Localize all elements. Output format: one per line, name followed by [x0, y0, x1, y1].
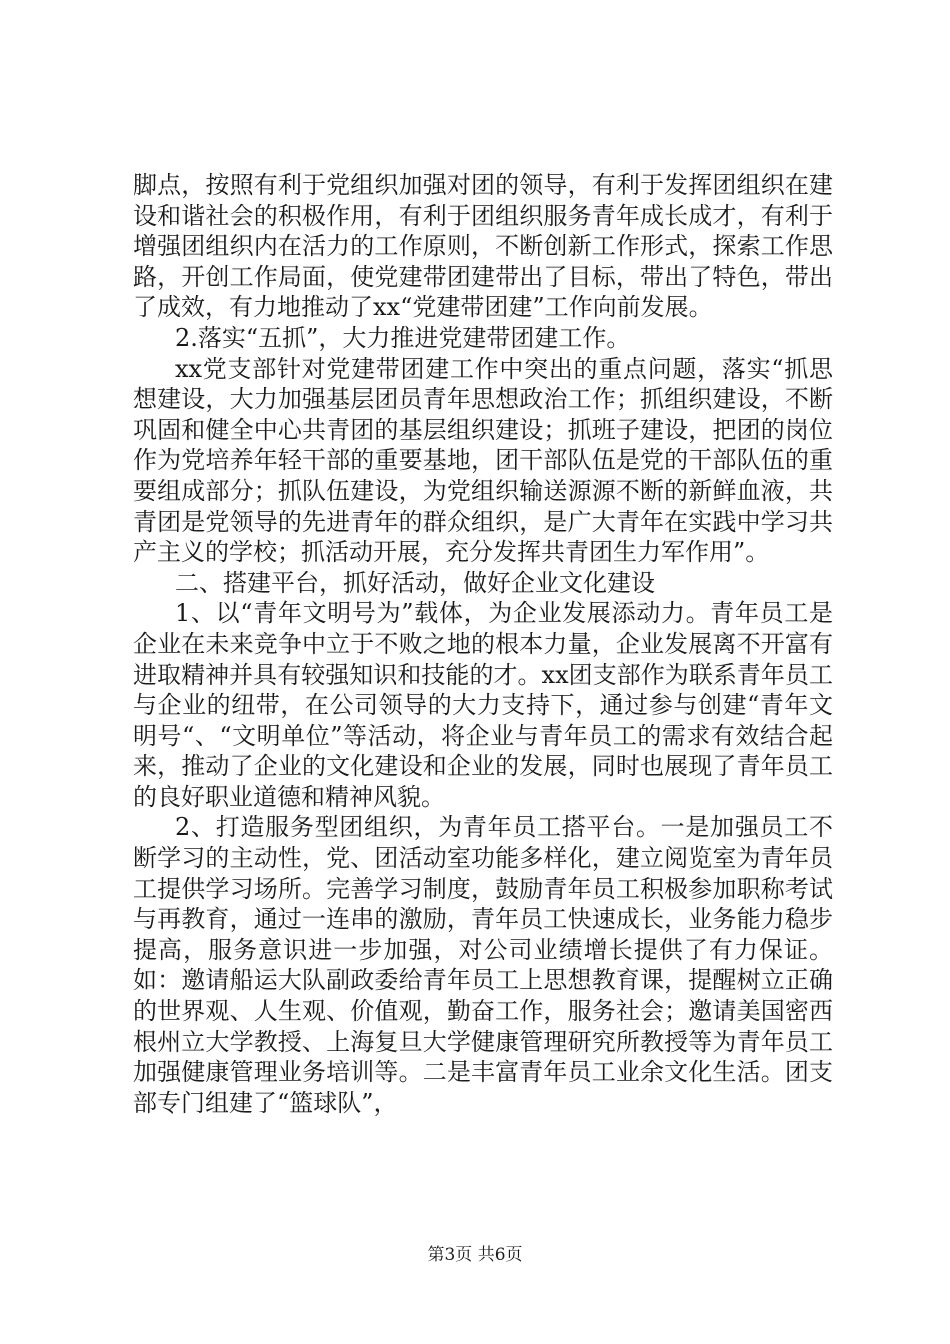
page-number-footer: 第3页 共6页 [427, 1245, 523, 1265]
paragraph-youth-civilization: 1、以“青年文明号为”载体，为企业发展添动力。青年员工是企业在未来竞争中立于不败之地的根本力量，企业发展离不开富有进取精神并具有较强知识和技能的才。xx团支部作为联系青年员工与企业的纽带，在公司领导的大力支持下，通过参与创建“青年文明号“、“文明单位”等活动，将企业与青年员工的需求有效结合起来，推动了企业的文化建设和企业的发展，同时也展现了青年员工的良好职业道德和精神风貌。 [133, 599, 833, 811]
paragraph-party-branch: xx党支部针对党建带团建工作中突出的重点问题，落实“抓思想建设，大力加强基层团员青年思想政治工作；抓组织建设，不断巩固和健全中心共青团的基层组织建设；抓班子建设，把团的岗位作为党培养年轻干部的重要基地，团干部队伍是党的干部队伍的重要组成部分；抓队伍建设，为党组织输送源源不断的新鲜血液，共青团是党领导的先进青年的群众组织，是广大青年在实践中学习共产主义的学校；抓活动开展，充分发挥共青团生力军作用”。 [133, 354, 833, 567]
document-body [133, 170, 833, 1118]
section-heading-platform: 二、搭建平台，抓好活动，做好企业文化建设 [175, 568, 655, 597]
paragraph-intro-continuation: 脚点，按照有利于党组织加强对团的领导，有利于发挥团组织在建设和谐社会的积极作用，有利于团组织服务青年成长成才，有利于增强团组织内在活力的工作原则，不断创新工作形式，探索工作思路，开创工作局面，使党建带团建带出了目标，带出了特色，带出了成效，有力地推动了xx“党建带团建”工作向前发展。 [133, 171, 833, 322]
paragraph-service-organization: 2、打造服务型团组织，为青年员工搭平台。一是加强员工不断学习的主动性，党、团活动室功能多样化，建立阅览室为青年员工提供学习场所。完善学习制度，鼓励青年员工积极参加职称考试与再教育，通过一连串的激励，青年员工快速成长，业务能力稳步提高，服务意识进一步加强，对公司业绩增长提供了有力保证。如：邀请船运大队副政委给青年员工上思想教育课，提醒树立正确的世界观、人生观、价值观，勤奋工作，服务社会；邀请美国密西根州立大学教授、上海复旦大学健康管理研究所教授等为青年员工加强健康管理业务培训等。二是丰富青年员工业余文化生活。团支部专门组建了“篮球队”， [133, 813, 833, 1117]
paragraph-heading-wu-zhua: 2.落实“五抓”，大力推进党建带团建工作。 [175, 323, 631, 352]
